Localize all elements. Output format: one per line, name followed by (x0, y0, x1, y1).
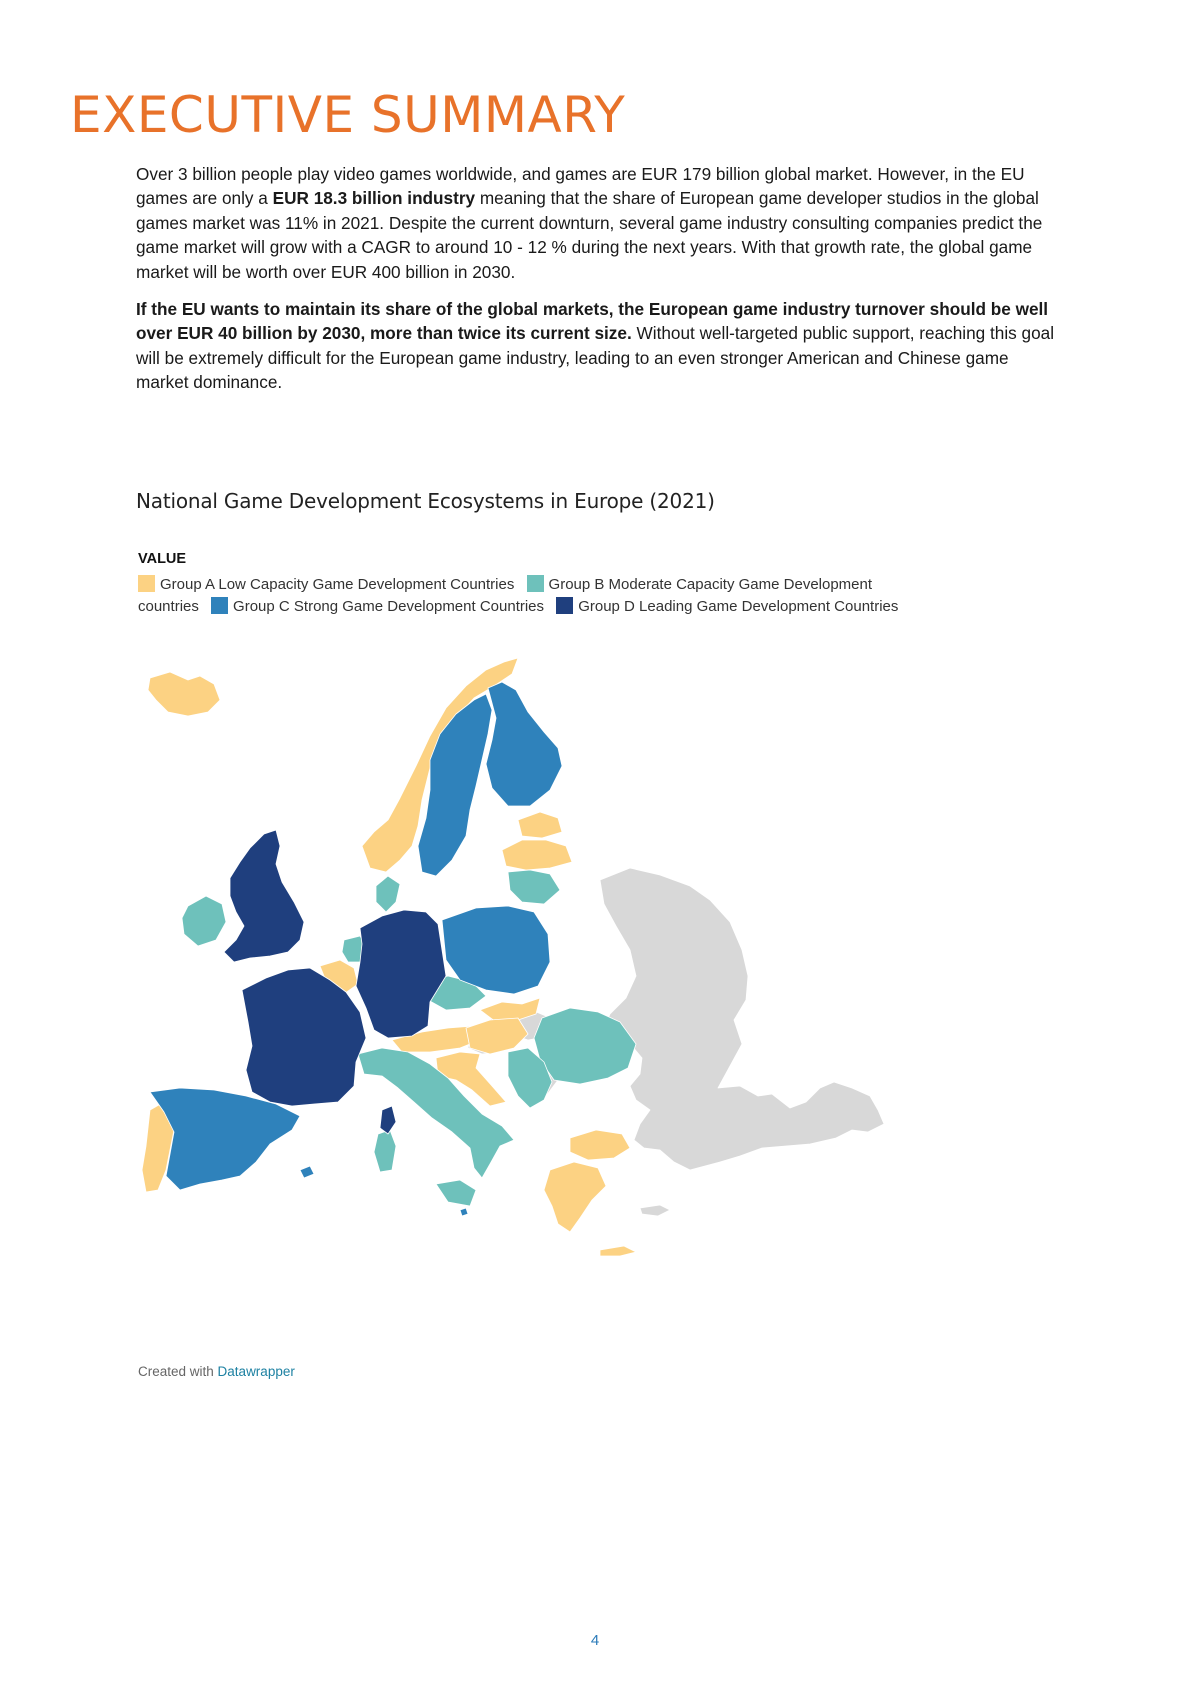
country-corsica (380, 1106, 396, 1134)
credit-prefix: Created with (138, 1364, 218, 1379)
paragraph-2-bold: If the EU wants to maintain its share of the global markets, the European game industry turnover should be well over EUR 40 billion by 2030, more than twice its current size. (136, 299, 1049, 344)
legend-entry-group-c (211, 598, 544, 615)
paragraph-1-text-a: Over 3 billion people play video games worldwide, and games are EUR 179 billion global market. However, in the EU games are only a (136, 164, 1025, 209)
country-lithuania (508, 870, 560, 904)
country-sweden (418, 694, 492, 876)
chart-legend (138, 548, 938, 619)
country-germany (356, 910, 446, 1038)
country-crete (600, 1246, 636, 1256)
country-iceland (148, 672, 220, 716)
paragraph-2-text: Without well-targeted public support, reaching this goal will be extremely difficult for the European game industry, leading to an even stronger American and Chinese game market dominance. (136, 323, 1055, 393)
legend-swatch (556, 597, 573, 614)
chart-title: National Game Development Ecosystems in Europe (2021) (136, 489, 715, 513)
legend-entry-group-d (556, 598, 898, 615)
legend-label: Group C Strong Game Development Countries (233, 598, 545, 615)
page-number: 4 (590, 1632, 600, 1649)
legend-label: Group A Low Capacity Game Development Countries (160, 575, 515, 593)
page-title: EXECUTIVE SUMMARY (70, 86, 626, 144)
legend-swatch (138, 575, 155, 592)
country-finland (486, 682, 562, 806)
europe-map (130, 650, 950, 1340)
country-malta (460, 1208, 468, 1216)
country-estonia (518, 812, 562, 838)
no-data-region (640, 1205, 670, 1216)
no-data-region (600, 868, 884, 1170)
legend-label: Group D Leading Game Development Countries (578, 598, 899, 615)
country-ireland (182, 896, 226, 946)
country-balearic (300, 1166, 314, 1178)
chart-credit (138, 1364, 295, 1379)
paragraph-1-bold: EUR 18.3 billion industry (272, 188, 476, 209)
country-hungary (466, 1018, 528, 1054)
paragraph-1 (136, 162, 1056, 284)
country-sicily (436, 1180, 476, 1206)
legend-swatch (211, 597, 228, 614)
legend-swatch (527, 575, 544, 592)
legend-entries (138, 574, 938, 619)
body-text (136, 162, 1056, 408)
country-denmark (376, 876, 400, 912)
legend-entry-group-a (138, 576, 514, 593)
country-bulgaria (570, 1130, 630, 1160)
legend-label: Group B Moderate Capacity Game Development countries (138, 575, 873, 615)
datawrapper-link[interactable]: Datawrapper (217, 1364, 295, 1379)
legend-heading: VALUE (138, 551, 187, 567)
country-greece (544, 1162, 606, 1232)
paragraph-1-text-b: meaning that the share of European game developer studios in the global games market was 11% in 2021. Despite the current downturn, several game industry consulting companies predict the game market will grow with a CAGR to around 10 - 12 % during the next years. With that growth rate, the global game market will be worth over EUR 400 billion in 2030. (136, 188, 1043, 282)
country-sardinia (374, 1130, 396, 1172)
country-latvia (502, 840, 572, 870)
country-united-kingdom (224, 830, 304, 962)
paragraph-2 (136, 297, 1056, 395)
